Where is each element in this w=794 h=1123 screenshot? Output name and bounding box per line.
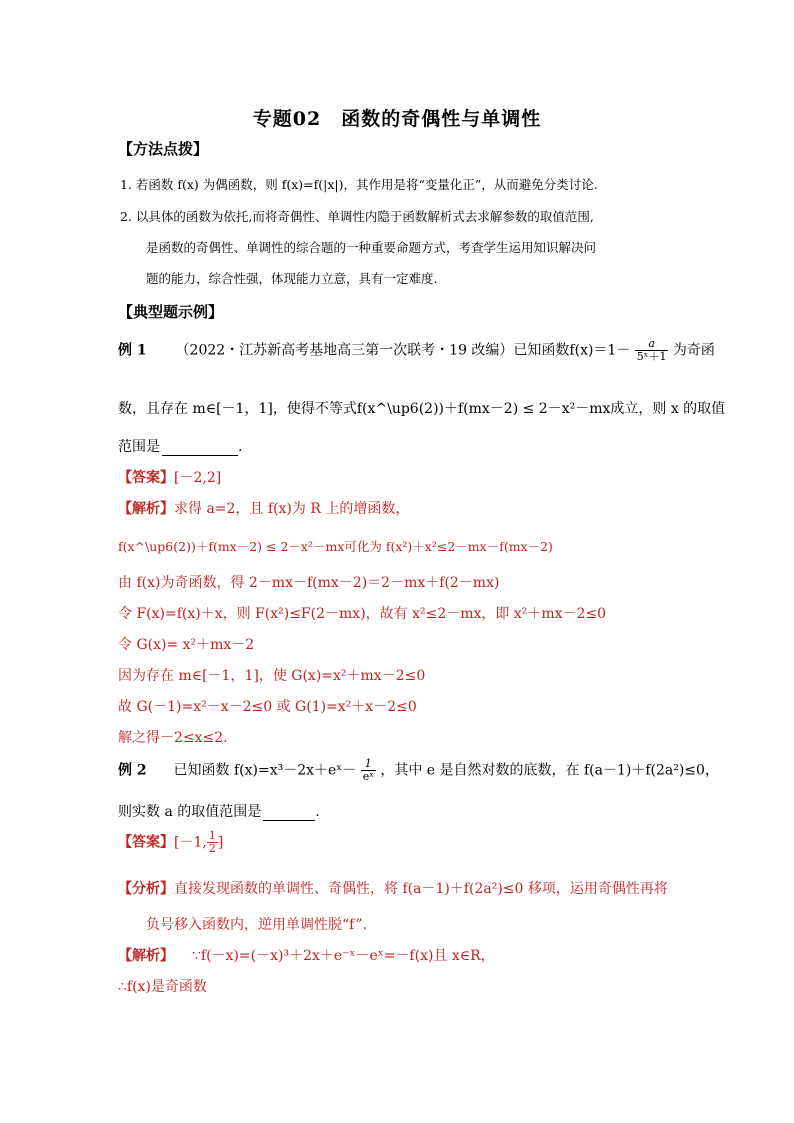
example-2-period: .	[315, 804, 320, 820]
example-2-text: 已知函数 f(x)=x³－2x＋eˣ－	[173, 762, 357, 779]
method-point-1: 1. 若函数 f(x) 为偶函数，则 f(x)=f(|x|)，其作用是将“变量化正”，从而避免分类讨论.	[120, 177, 598, 192]
method-point-2-line-3: 题的能力，综合性强，体现能力立意，具有一定难度.	[146, 271, 438, 286]
fenxi-tag: 【分析】	[118, 881, 174, 897]
example-1-fraction-denominator: 5ˣ＋1	[636, 350, 667, 364]
analysis-tag: 【解析】	[118, 501, 174, 517]
answer-blank	[263, 806, 315, 821]
answer-fraction-denominator: 2	[208, 842, 216, 856]
example-2-analysis-line-1	[118, 878, 668, 898]
answer-open: [－1,	[174, 834, 207, 851]
example-2-statement-line-2	[118, 801, 320, 821]
example-1-label: 例 1	[118, 342, 147, 359]
example-2-statement-line-1	[118, 758, 719, 783]
example-2-solution-line-1	[118, 945, 495, 965]
fenxi-text: 直接发现函数的单调性、奇偶性，将 f(a－1)＋f(2a²)≤0 移项，运用奇偶性再将	[174, 881, 668, 897]
examples-heading: 【典型题示例】	[118, 303, 224, 321]
example-1-analysis-line-8: 解之得－2≤x≤2.	[118, 730, 228, 746]
example-2-text-end: ，其中 e 是自然对数的底数，在 f(a－1)＋f(2a²)≤0，	[380, 762, 719, 779]
answer-tag: 【答案】	[118, 470, 174, 486]
example-2-fraction	[361, 758, 376, 783]
example-1-statement-line-3	[118, 436, 242, 456]
answer-close: ]	[217, 834, 224, 851]
example-1-analysis-line-5: 令 G(x)= x²＋mx－2	[118, 637, 255, 653]
example-2-analysis-line-2: 负号移入函数内，逆用单调性脱“f”.	[146, 917, 367, 933]
example-1-analysis-line-6: 因为存在 m∈[－1，1]，使 G(x)=x²＋mx－2≤0	[118, 668, 426, 684]
example-1-range-text: 范围是	[118, 439, 160, 455]
example-1-fraction	[635, 338, 669, 363]
answer-tag: 【答案】	[118, 834, 174, 851]
example-1-analysis-line-3: 由 f(x)为奇函数，得 2－mx－f(mx－2)＝2－mx＋f(2－mx)	[118, 575, 500, 591]
example-1-analysis-line-4: 令 F(x)=f(x)＋x，则 F(x²)≤F(2－mx)，故有 x²≤2－mx，即 x²＋mx－2≤0	[118, 606, 607, 622]
example-2-solution-line-2: ∴f(x)是奇函数	[118, 979, 207, 995]
answer-value: [－2,2]	[174, 470, 222, 486]
page-title: 专题02 函数的奇偶性与单调性	[252, 108, 542, 130]
example-1-text-end: 为奇函	[672, 342, 715, 359]
example-2-answer	[118, 830, 223, 855]
method-point-2-line-2: 是函数的奇偶性、单调性的综合题的一种重要命题方式，考查学生运用知识解决问	[146, 240, 597, 255]
method-heading: 【方法点拨】	[118, 140, 209, 158]
example-1-analysis-line-2: f(x^\up6(2))＋f(mx－2) ≤ 2－x²－mx可化为 f(x²)＋x²≤2－mx－f(mx－2)	[118, 539, 553, 554]
method-point-2-line-1: 2. 以具体的函数为依托,而将奇偶性、单调性内隐于函数解析式去求解参数的取值范围,	[120, 209, 594, 224]
jiexi-text: ∵f(－x)=(－x)³＋2x＋e⁻ˣ－eˣ=－f(x)且 x∈R，	[192, 948, 495, 964]
example-1-statement-line-1	[118, 338, 715, 363]
example-2-range-text: 则实数 a 的取值范围是	[118, 804, 262, 820]
example-2-fraction-denominator: eˣ	[362, 770, 374, 784]
analysis-text: 求得 a=2，且 f(x)为 R 上的增函数，	[174, 501, 410, 517]
example-1-text: （2022・江苏新高考基地高三第一次联考・19 改编）已知函数f(x)＝1－	[175, 342, 631, 359]
example-1-statement-line-2: 数，且存在 m∈[－1，1]，使得不等式f(x^\up6(2))＋f(mx－2) ≤ 2－x²－mx成立，则 x 的取值	[118, 401, 726, 417]
answer-blank	[162, 441, 238, 456]
example-2-label: 例 2	[118, 762, 147, 779]
jiexi-tag: 【解析】	[118, 948, 174, 964]
answer-fraction	[207, 830, 218, 855]
example-1-period: .	[238, 439, 243, 455]
example-1-fraction-numerator: a	[635, 338, 669, 351]
example-1-analysis-line-7: 故 G(－1)=x²－x－2≤0 或 G(1)=x²＋x－2≤0	[118, 699, 417, 715]
example-1-analysis-line-1	[118, 498, 409, 518]
answer-fraction-numerator: 1	[208, 829, 216, 842]
example-2-fraction-numerator: 1	[361, 758, 376, 771]
example-1-answer	[118, 467, 221, 487]
